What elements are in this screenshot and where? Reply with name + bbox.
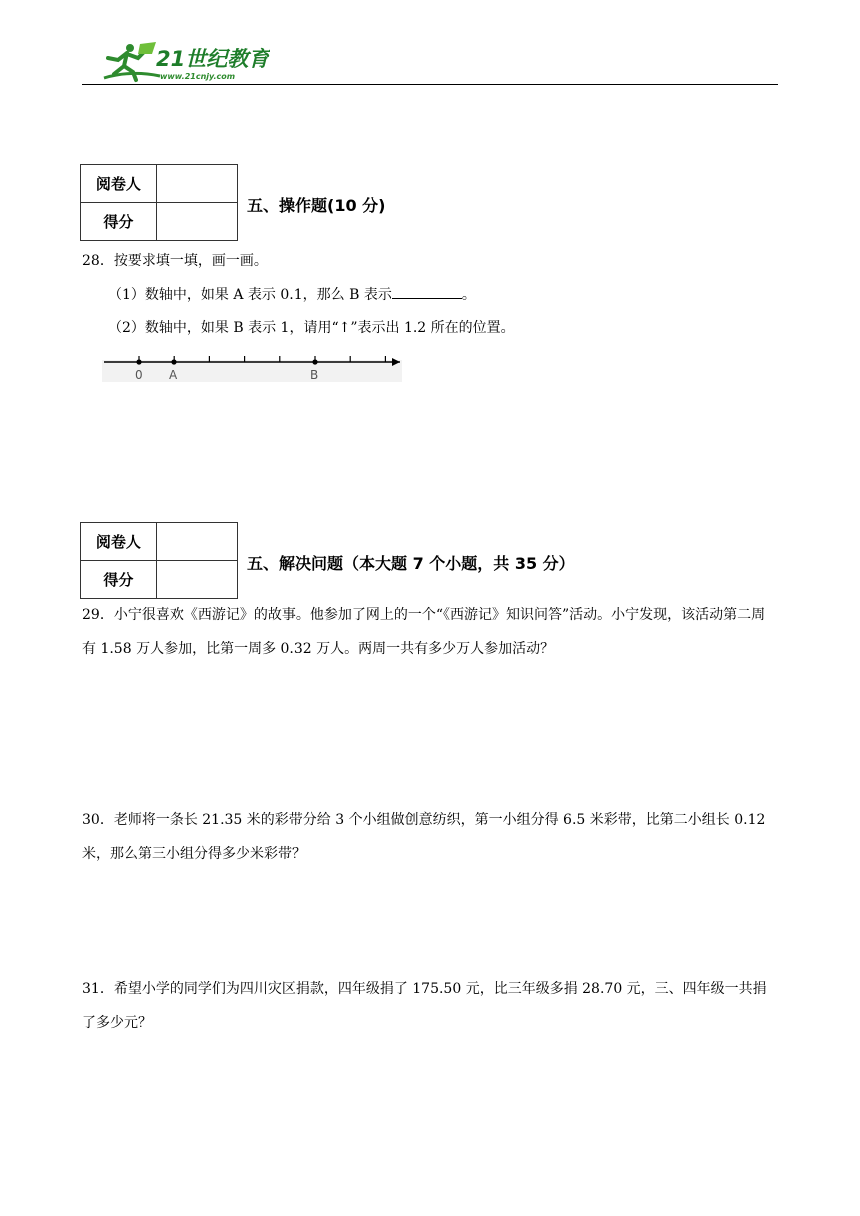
logo-text: 21世纪教育 (156, 47, 270, 71)
number-line (102, 350, 408, 386)
label-b: B (310, 368, 319, 382)
label-zero: 0 (135, 368, 143, 382)
reviewer-cell[interactable] (156, 523, 237, 561)
reviewer-label: 阅卷人 (81, 165, 157, 203)
question-28-part-1 (108, 284, 476, 304)
label-a: A (169, 368, 178, 382)
part-1-text: （1）数轴中，如果 A 表示 0.1，那么 B 表示 (108, 287, 392, 303)
section-title: 五、解决问题（本大题 7 个小题，共 35 分） (247, 554, 575, 573)
site-logo (100, 40, 270, 84)
logo-url: www.21cnjy.com (160, 72, 236, 81)
reviewer-label: 阅卷人 (81, 523, 157, 561)
point-a (171, 359, 176, 364)
question-28-stem: 28．按要求填一填，画一画。 (82, 253, 268, 269)
part-1-end: 。 (461, 287, 476, 303)
score-table (80, 522, 238, 599)
score-cell[interactable] (156, 561, 237, 599)
answer-blank[interactable] (392, 284, 462, 299)
header-divider (82, 84, 778, 85)
question-29: 29．小宁很喜欢《西游记》的故事。他参加了网上的一个“《西游记》知识问答”活动。小宁发现，该活动第二周有 1.58 万人参加，比第一周多 0.32 万人。两周一共有多少万人参加活动？ (82, 607, 766, 657)
section-title: 五、操作题(10 分) (247, 196, 386, 215)
question-28-part-2: （2）数轴中，如果 B 表示 1，请用“↑”表示出 1.2 所在的位置。 (108, 320, 515, 336)
point-zero (136, 359, 141, 364)
score-label: 得分 (81, 561, 157, 599)
number-line-background (102, 360, 402, 382)
score-label: 得分 (81, 203, 157, 241)
question-30: 30．老师将一条长 21.35 米的彩带分给 3 个小组做创意纺织，第一小组分得 6.5 米彩带，比第二小组长 0.12 米，那么第三小组分得多少米彩带？ (82, 812, 766, 862)
point-b (312, 359, 317, 364)
question-31: 31．希望小学的同学们为四川灾区捐款，四年级捐了 175.50 元，比三年级多捐 28.70 元，三、四年级一共捐了多少元？ (82, 981, 767, 1031)
reviewer-cell[interactable] (156, 165, 237, 203)
runner-icon (104, 42, 160, 80)
score-cell[interactable] (156, 203, 237, 241)
score-table (80, 164, 238, 241)
